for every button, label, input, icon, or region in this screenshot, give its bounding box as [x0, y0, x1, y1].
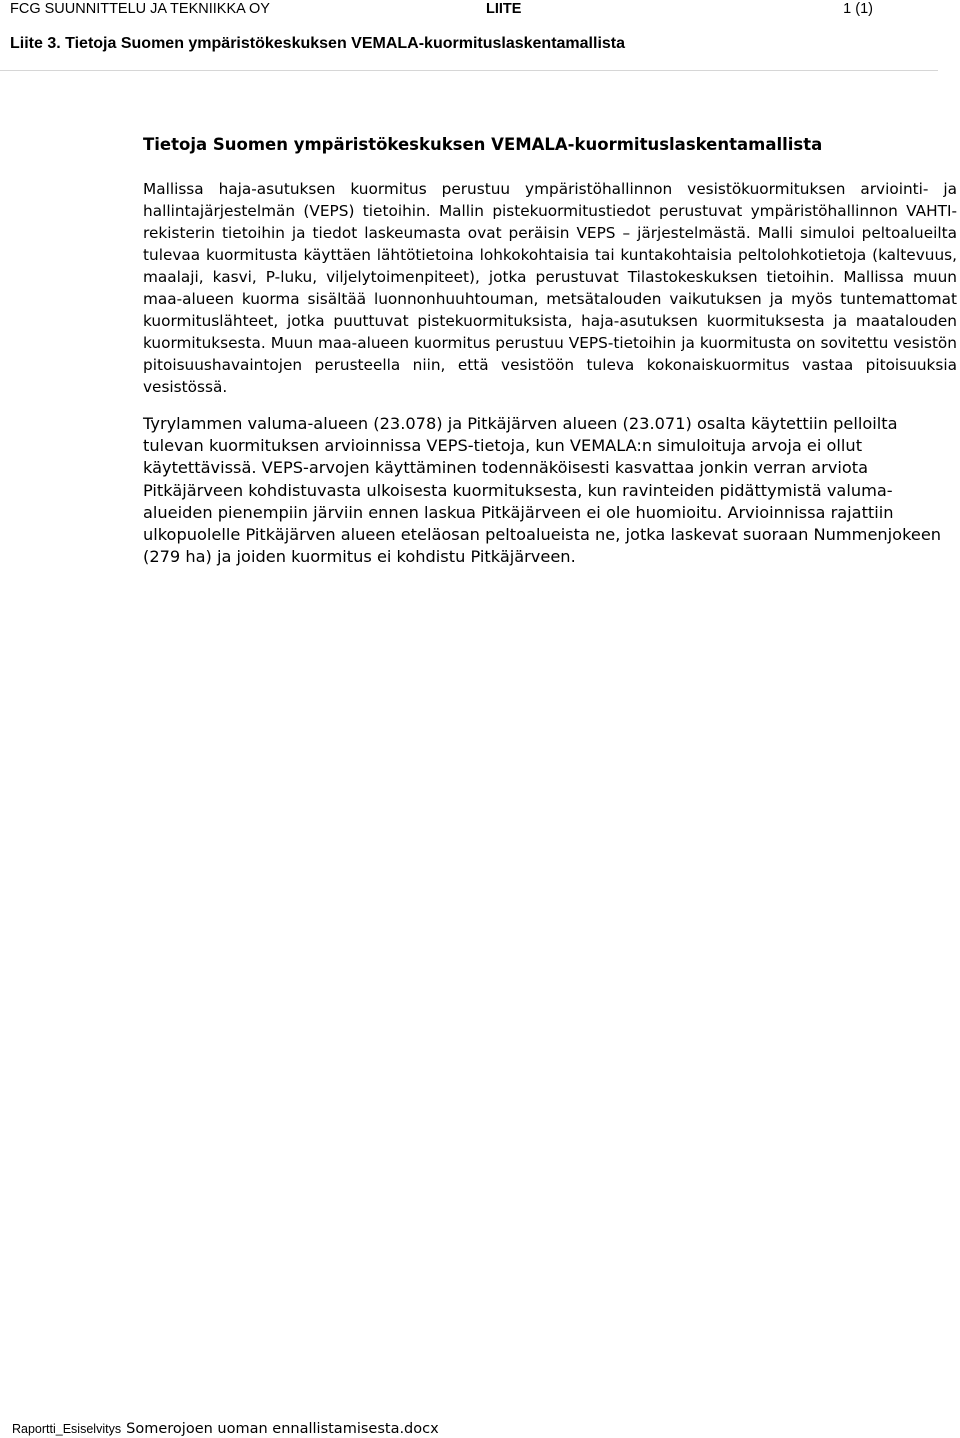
company-name: FCG SUUNNITTELU JA TEKNIIKKA OY	[10, 1, 270, 17]
appendix-title: Liite 3. Tietoja Suomen ympäristökeskuksen VEMALA-kuormituslaskentamallista	[10, 35, 626, 52]
header-divider	[0, 70, 938, 71]
paragraph-model-description: Mallissa haja-asutuksen kuormitus perustuu ympäristöhallinnon vesistökuormituksen arviointi- ja hallintajärjestelmän (VEPS) tietoihin. Mallin pistekuormitustiedot perustuvat ympäristöhallinnon VAHTI-rekisterin tietoihin ja tiedot laskeumasta ovat peräisin VEPS – järjestelmästä. Malli simuloi peltoalueilta tulevaa kuormitusta käyttäen lähtötietoina lohkokohtaisia tai kuntakohtaisia peltolohkotietoja (kaltevuus, maalaji, kasvi, P-luku, viljelytoimenpiteet), jotka perustuvat Tilastokeskuksen tietoihin. Mallissa muun maa-alueen kuorma sisältää luonnonhuuhtouman, metsätalouden vaikutuksen ja myös tuntemattomat kuormituslähteet, jotka puuttuvat pistekuormituksista, haja-asutuksen kuormituksesta ja maatalouden kuormituksesta. Muun maa-alueen kuormitus perustuu VEPS-tietoihin ja kuormitusta on sovitettu vesistön pitoisuushavaintojen perusteella niin, että vesistöön tuleva kokonaiskuormitus vastaa pitoisuuksia vesistössä.	[143, 180, 957, 396]
page-header	[0, 0, 960, 70]
document-body	[143, 134, 957, 568]
section-heading: Tietoja Suomen ympäristökeskuksen VEMALA-kuormituslaskentamallista	[143, 135, 823, 154]
document-type: LIITE	[486, 1, 522, 17]
page-footer	[12, 1418, 439, 1437]
footer-filename: Somerojoen uoman ennallistamisesta.docx	[126, 1421, 439, 1437]
paragraph-catchment-notes: Tyrylammen valuma-alueen (23.078) ja Pitkäjärven alueen (23.071) osalta käytettiin pelloilta tulevan kuormituksen arvioinnissa VEPS-tietoja, kun VEMALA:n simuloituja arvoja ei ollut käytettävissä. VEPS-arvojen käyttäminen todennäköisesti kasvattaa jonkin verran arviota Pitkäjärveen kohdistuvasta ulkoisesta kuormituksesta, kun ravinteiden pidättymistä valuma-alueiden pienempiin järviin ennen laskua Pitkäjärveen ei ole huomioitu. Arvioinnissa rajattiin ulkopuolelle Pitkäjärven alueen eteläosan peltoalueista ne, jotka laskevat suoraan Nummenjokeen (279 ha) ja joiden kuormitus ei kohdistu Pitkäjärveen.	[143, 414, 942, 567]
footer-report-prefix: Raportti_Esiselvitys	[12, 1422, 122, 1436]
page-number: 1 (1)	[843, 1, 873, 17]
